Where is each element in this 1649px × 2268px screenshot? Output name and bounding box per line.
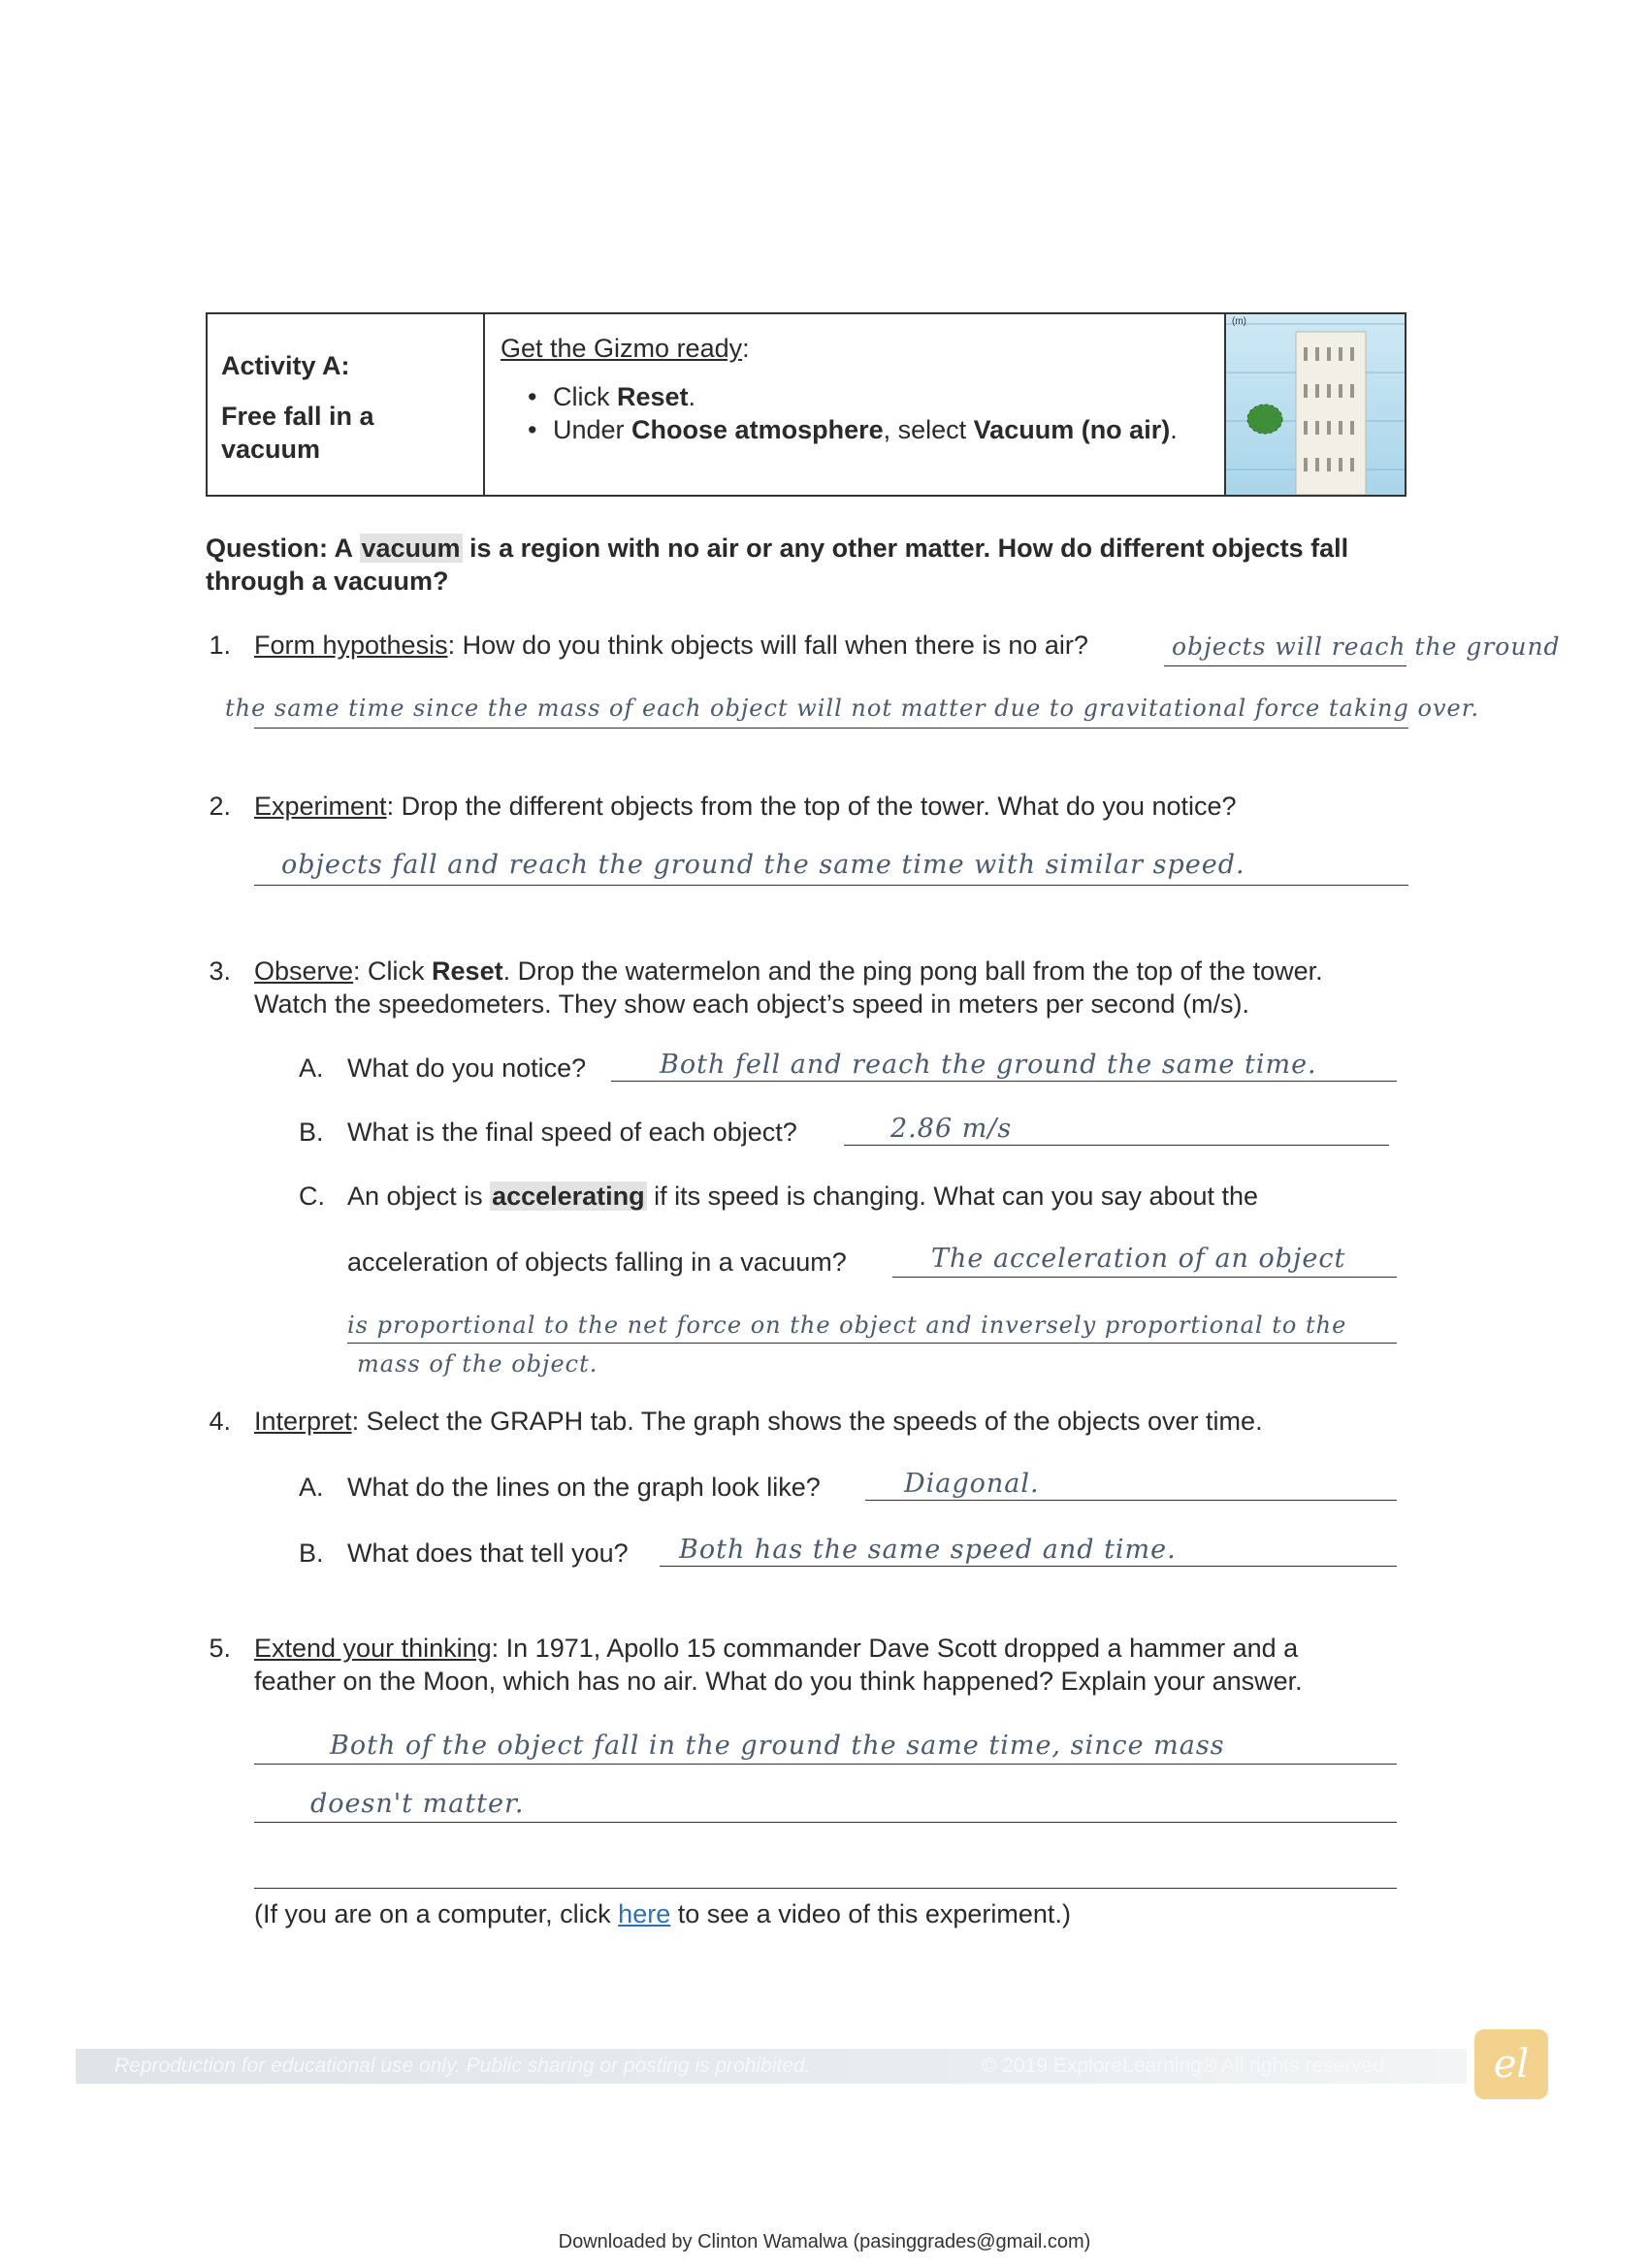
q3-prompt-line2: Watch the speedometers. They show each object’s speed in meters per second (m/s). — [254, 989, 1249, 1019]
footer-left-text: Reproduction for educational use only. Public sharing or posting is prohibited. — [114, 2055, 811, 2077]
q3c-prompt: An object is accelerating if its speed is changing. What can you say about the — [347, 1182, 1259, 1211]
gizmo-ready-heading: Get the Gizmo ready: — [501, 334, 750, 363]
download-note: Downloaded by Clinton Wamalwa (pasinggrades@gmail.com) — [558, 2231, 1091, 2252]
q4b-answer: Both has the same speed and time. — [679, 1535, 1177, 1565]
q2-prompt: Experiment: Drop the different objects from the top of the tower. What do you notice? — [254, 792, 1237, 821]
answer-line — [254, 1888, 1397, 1889]
sub-letter: B. — [299, 1539, 324, 1568]
answer-line — [254, 728, 1408, 729]
q1-answer-line2: the same time since the mass of each object will not matter due to gravitational force taking over. — [225, 695, 1480, 722]
leaning-tower-icon — [1226, 314, 1405, 495]
q5-prompt-line2: feather on the Moon, which has no air. What do you think happened? Explain your answer. — [254, 1667, 1303, 1696]
q3b-answer: 2.86 m/s — [890, 1114, 1013, 1144]
sub-letter: C. — [299, 1182, 325, 1211]
answer-line — [865, 1500, 1397, 1501]
q2-answer: objects fall and reach the ground the same time with similar speed. — [281, 850, 1245, 880]
explorelearning-logo: el — [1474, 2029, 1548, 2099]
q4b-prompt: What does that tell you? — [347, 1539, 629, 1568]
question-text: Question: A vacuum is a region with no air or any other matter. How do different objects fall through a vacuum? — [206, 534, 1349, 596]
answer-line — [254, 1822, 1397, 1823]
gizmo-ready-steps — [514, 380, 1212, 446]
q5-answer-line1: Both of the object fall in the ground the same time, since mass — [330, 1731, 1225, 1761]
q4a-answer: Diagonal. — [904, 1469, 1040, 1499]
q4-prompt: Interpret: Select the GRAPH tab. The graph shows the speeds of the objects over time. — [254, 1407, 1263, 1436]
answer-line — [660, 1566, 1397, 1567]
sub-letter: B. — [299, 1118, 324, 1147]
q3c-answer-line2: is proportional to the net force on the object and inversely proportional to the — [347, 1312, 1347, 1339]
q1-answer-line1: objects will reach the ground — [1172, 632, 1561, 661]
answer-line — [844, 1145, 1389, 1146]
answer-line — [1164, 665, 1406, 666]
activity-title: Activity A: — [221, 351, 350, 380]
answer-line — [347, 1343, 1397, 1344]
step-item: • Click Reset. — [514, 380, 1212, 413]
answer-line — [254, 885, 1408, 886]
q3c-answer-line3: mass of the object. — [357, 1350, 598, 1377]
axis-unit-label: (m) — [1232, 316, 1246, 327]
sub-letter: A. — [299, 1473, 324, 1502]
q1-prompt: Form hypothesis: How do you think objects will fall when there is no air? — [254, 631, 1088, 660]
q3-prompt: Observe: Click Reset. Drop the watermelon and the ping pong ball from the top of the tower. — [254, 956, 1323, 986]
answer-line — [892, 1277, 1397, 1278]
answer-line — [611, 1081, 1397, 1082]
q4a-prompt: What do the lines on the graph look like? — [347, 1473, 821, 1502]
q3c-answer-line1: The acceleration of an object — [931, 1244, 1346, 1274]
step-item: • Under Choose atmosphere, select Vacuum (no air). — [514, 413, 1212, 446]
answer-line — [254, 1764, 1397, 1765]
item-number: 4. — [209, 1407, 231, 1436]
q5-prompt: Extend your thinking: In 1971, Apollo 15 commander Dave Scott dropped a hammer and a — [254, 1634, 1299, 1663]
q3a-prompt: What do you notice? — [347, 1053, 587, 1083]
item-number: 2. — [209, 792, 231, 821]
q5-answer-line2: doesn't matter. — [310, 1789, 525, 1819]
item-number: 1. — [209, 631, 231, 660]
footer-right-text: © 2019 ExploreLearning® All rights reserved — [982, 2055, 1385, 2077]
copyright-bar — [76, 2049, 1467, 2084]
activity-subtitle: Free fall in a vacuum — [221, 402, 374, 464]
item-number: 3. — [209, 956, 231, 986]
tower-thumbnail — [1226, 314, 1405, 495]
item-number: 5. — [209, 1634, 231, 1663]
q3a-answer: Both fell and reach the ground the same time. — [660, 1050, 1317, 1080]
activity-divider — [483, 312, 485, 497]
sub-letter: A. — [299, 1053, 324, 1083]
video-link[interactable]: here — [618, 1899, 671, 1928]
q3c-prompt-line2: acceleration of objects falling in a vacuum? — [347, 1247, 847, 1277]
video-note: (If you are on a computer, click here to see a video of this experiment.) — [254, 1899, 1071, 1928]
q3b-prompt: What is the final speed of each object? — [347, 1118, 797, 1147]
